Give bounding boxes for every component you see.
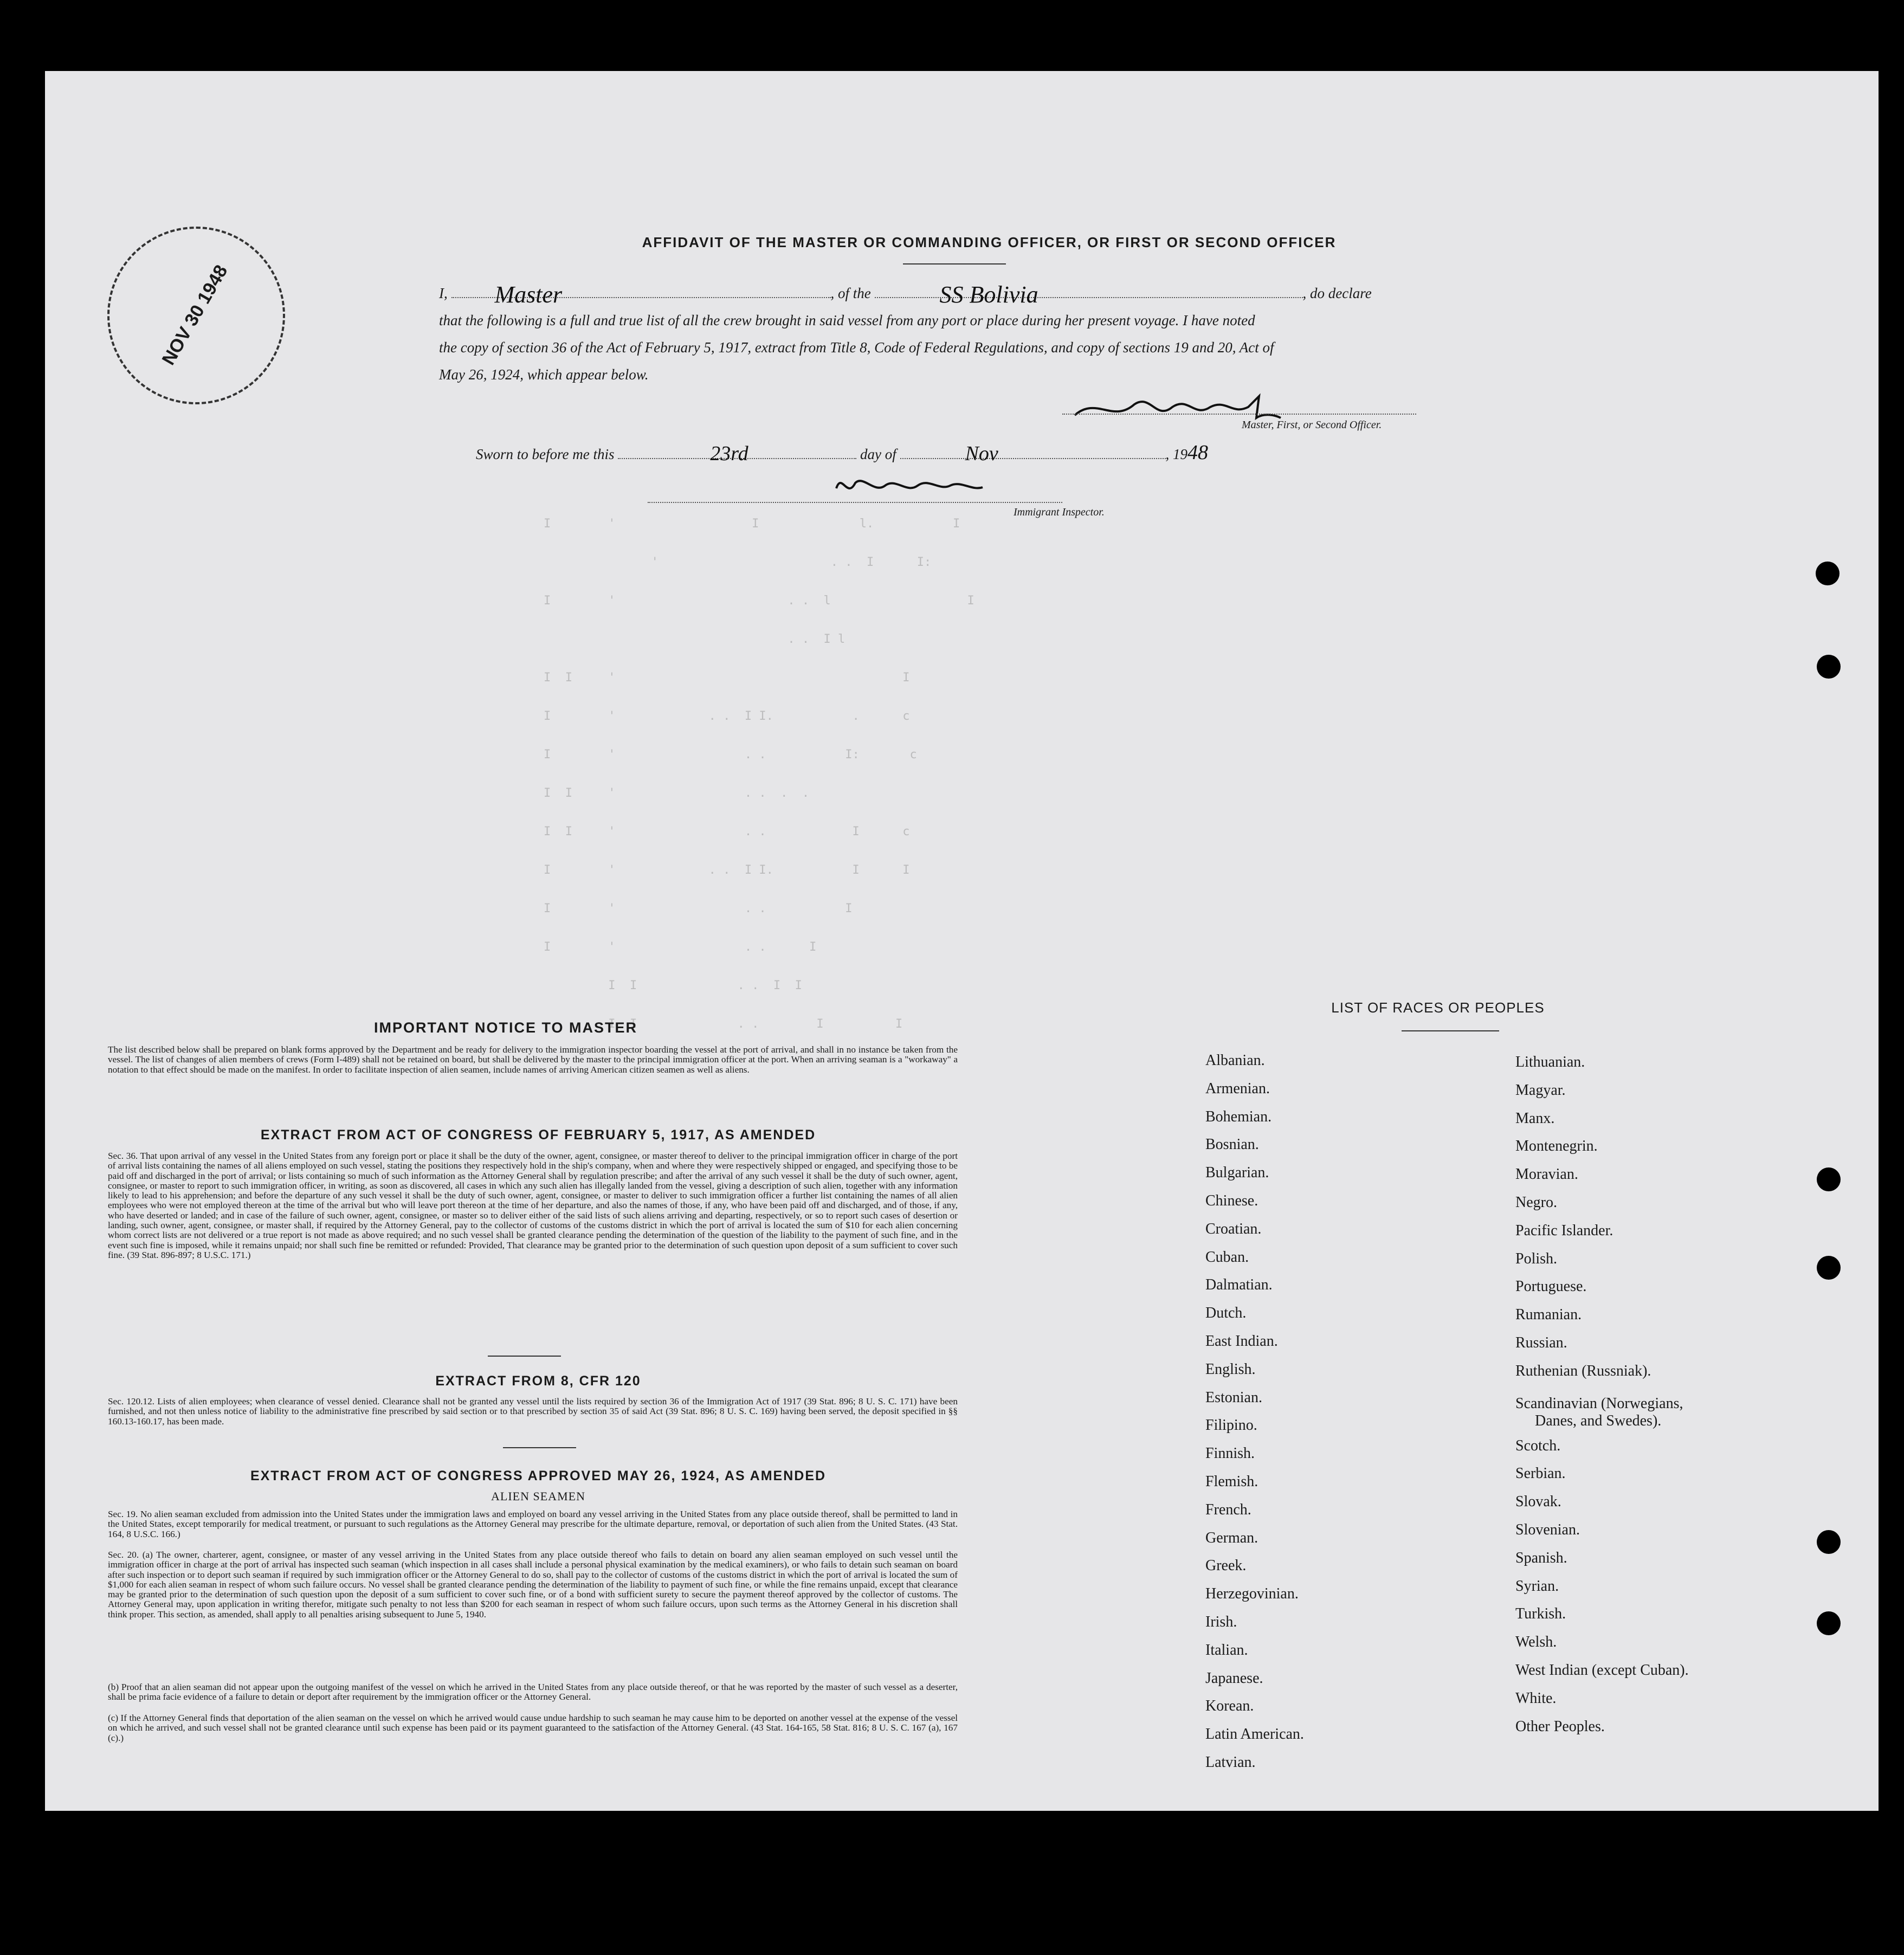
- extract-1917-body: Sec. 36. That upon arrival of any vessel in the United States from any foreign port or place it shall be the duty of the owner, agent, consignee, or master thereof to deliver to the principal immigration officer in charge of the port of arrival lists containing the names of all aliens employed on such vessel, stating the positions they respectively hold in the ship's company, when and where they were respectively shipped or engaged, and specifying those to be paid off and discharged in the port of arrival; or lists containing so much of such information as the Attorney General shall by regulation prescribe; and after the arrival of any such vessel it shall be the duty of such owner, agent, consignee, or master to report to such immigration officer, in writing, as soon as discovered, all cases in which any such alien has illegally landed from the vessel, giving a description of such alien, together with any information likely to lead to his apprehension; and before the departure of any such vessel it shall be the duty of such owner, agent, consignee, or master to deliver to such immigration officer a further list containing the names of all alien employees who were not employed thereon at the time of the arrival but who will leave port thereon at the time of her departure, and also the names of those, if any, who have been paid off and discharged, and of those, if any, who have deserted or landed; and in case of the failure of such owner, agent, consignee, or master so to deliver either of the said lists of such aliens arriving and departing, respectively, or so to report such cases of desertion or landing, such owner, agent, consignee, or master shall, if required by the Attorney General, pay to the collector of customs of the customs district in which the port of arrival is located the sum of $10 for each alien concerning whom correct lists are not delivered or a true report is not made as above required; and no such vessel shall be granted clearance pending the determination of the question of the liability to the payment of such fine, and in the event such fine is imposed, while it remains unpaid; nor shall such fine be remitted or refunded: Provided, That clearance may be granted prior to the determination of such question upon deposit of a sum sufficient to cover such fine. (39 Stat. 896-897; 8 U.S.C. 171.): [108, 1151, 958, 1260]
- inspector-caption: Immigrant Inspector.: [1014, 506, 1105, 518]
- punch-hole: [1817, 1611, 1841, 1635]
- sworn-day-field: [618, 442, 856, 465]
- race-item: Russian.: [1515, 1334, 1567, 1351]
- alien-seamen-subtitle: ALIEN SEAMEN: [491, 1489, 585, 1503]
- extract-1924-sec20b: (b) Proof that an alien seaman did not appear upon the outgoing manifest of the vessel on which he arrived in the United States from any place outside thereof, or that he was reported by the master of such vessel as a deserter, shall be prima facie evidence of a failure to detain or deport after requirement by the immigration officer or the Attorney General.: [108, 1682, 958, 1702]
- races-title: LIST OF RACES OR PEOPLES: [1331, 999, 1545, 1016]
- punch-hole: [1817, 1530, 1841, 1554]
- race-item: Scotch.: [1515, 1437, 1561, 1454]
- race-item: Bulgarian.: [1205, 1164, 1269, 1182]
- race-item: Finnish.: [1205, 1445, 1255, 1462]
- race-item: Magyar.: [1515, 1081, 1566, 1099]
- race-item: Bosnian.: [1205, 1136, 1259, 1153]
- race-item: Spanish.: [1515, 1549, 1567, 1566]
- race-item: Syrian.: [1515, 1577, 1559, 1595]
- document-page: [45, 71, 1879, 1811]
- race-item: French.: [1205, 1501, 1251, 1518]
- race-item: Filipino.: [1205, 1417, 1257, 1434]
- divider: [503, 1447, 576, 1448]
- month-handwriting: Nov: [965, 442, 998, 465]
- race-item: Danes, and Swedes).: [1535, 1412, 1662, 1429]
- race-item: Turkish.: [1515, 1605, 1566, 1623]
- declare-label: , do declare: [1302, 285, 1372, 301]
- race-item: Slovak.: [1515, 1493, 1561, 1511]
- race-item: Albanian.: [1205, 1052, 1265, 1069]
- race-item: Ruthenian (Russniak).: [1515, 1362, 1651, 1379]
- i-label: I,: [439, 285, 448, 301]
- divider: [488, 1356, 561, 1357]
- sworn-label: Sworn to before me this: [476, 446, 615, 462]
- inspector-line: [648, 502, 1062, 503]
- race-item: Latvian.: [1205, 1753, 1256, 1771]
- race-item: Manx.: [1515, 1109, 1555, 1127]
- race-item: Moravian.: [1515, 1166, 1578, 1183]
- notice-title: IMPORTANT NOTICE TO MASTER: [374, 1020, 637, 1036]
- race-item: Dutch.: [1205, 1305, 1247, 1322]
- race-item: Lithuanian.: [1515, 1054, 1585, 1070]
- race-item: Pacific Islander.: [1515, 1222, 1613, 1239]
- race-item: Rumanian.: [1515, 1306, 1582, 1324]
- race-item: West Indian (except Cuban).: [1515, 1661, 1689, 1679]
- race-item: Negro.: [1515, 1193, 1557, 1211]
- punch-hole: [1817, 1256, 1841, 1280]
- bleed-through-marks: I ' I l. I ' . . I I: I ' . . l I . . I l I I ' I I ' . . I I. . c I ' . . I: c I I ' . . . . I I ' . . I c I ' . . I I. I I I ' . . I I ' . . I I I . . I I I I . . I I: [544, 517, 974, 1031]
- extract-cfr-title: EXTRACT FROM 8, CFR 120: [435, 1373, 641, 1389]
- races-right-column: [1515, 1048, 1797, 1740]
- race-item: Portuguese.: [1515, 1278, 1587, 1295]
- sworn-line: [476, 441, 1208, 464]
- of-the-label: , of the: [830, 285, 871, 301]
- race-item: Estonian.: [1205, 1389, 1262, 1406]
- race-item: Flemish.: [1205, 1473, 1258, 1490]
- extract-cfr-body: Sec. 120.12. Lists of alien employees; when clearance of vessel denied. Clearance shall not be granted any vessel until the lists required by section 36 of the Immigration Act of 1917 (39 Stat. 896; 8 U. S. C. 171) have been furnished, and not then unless notice of liability to the administrative fine prescribed by said section or to that prescribed by section 35 of said Act (39 Stat. 896; 8 U. S. C. 169) having been served, the deposit specified in §§ 160.13-160.17, has been made.: [108, 1396, 958, 1427]
- race-item: Dalmatian.: [1205, 1276, 1273, 1294]
- year-prefix: , 19: [1165, 446, 1187, 462]
- extract-1924-sec20a: Sec. 20. (a) The owner, charterer, agent, consignee, or master of any vessel arriving in the United States from any place outside thereof who fails to detain on board any alien seaman employed on such vessel until the immigration officer in charge at the port of arrival has inspected such seaman (which inspection in all cases shall include a personal physical examination by the medical examiners), or who fails to detain such seaman on board after such inspection or to deport such seaman if required by such immigration officer or the Attorney General to do so, shall pay to the collector of customs of the customs district in which the port of arrival is located the sum of $1,000 for each alien seaman in respect of whom such failure occurs. No vessel shall be granted clearance pending the determination of the liability to payment of such fine, or while the fine remains unpaid, except that clearance may be granted prior to the determination of such question upon the deposit of a sum sufficient to cover such fine, or of a bond with sufficient surety to secure the payment thereof approved by the collector of customs. The Attorney General may, upon application in writing therefor, mitigate such penalty to not less than $200 for each seaman in respect of whom such failure occurs, upon such terms as the Attorney General in his discretion shall think proper. This section, as amended, shall apply to all penalties arising subsequent to June 5, 1940.: [108, 1550, 958, 1620]
- race-item: Slovenian.: [1515, 1521, 1580, 1538]
- affidavit-line-4: May 26, 1924, which appear below.: [439, 366, 649, 383]
- races-left-column: [1205, 1047, 1422, 1777]
- race-item: Chinese.: [1205, 1192, 1258, 1209]
- received-stamp: [107, 227, 285, 404]
- affidavit-line-1: [439, 281, 1463, 308]
- race-item: Polish.: [1515, 1250, 1558, 1267]
- inspector-signature-mark: [825, 467, 1042, 505]
- signature-caption: Master, First, or Second Officer.: [1242, 419, 1382, 431]
- year-handwriting: 48: [1187, 441, 1208, 464]
- race-item: Korean.: [1205, 1698, 1254, 1715]
- race-item: Montenegrin.: [1515, 1138, 1598, 1155]
- race-item: Armenian.: [1205, 1080, 1270, 1097]
- race-item: Welsh.: [1515, 1634, 1557, 1651]
- extract-1924-sec19: Sec. 19. No alien seaman excluded from admission into the United States under the immigration laws and employed on board any vessel arriving in the United States from any place outside thereof, shall be permitted to land in the United States, except temporarily for medical treatment, or pursuant to such regulations as the Attorney General may prescribe for the ultimate departure, removal, or deportation of such alien from the United States. (43 Stat. 164, 8 U.S.C. 166.): [108, 1509, 958, 1539]
- punch-hole: [1816, 562, 1840, 585]
- punch-hole: [1817, 655, 1841, 679]
- divider: [1402, 1030, 1499, 1031]
- race-item: White.: [1515, 1689, 1557, 1707]
- race-item: Greek.: [1205, 1557, 1247, 1575]
- notice-body: The list described below shall be prepared on blank forms approved by the Department and be ready for delivery to the immigration inspector boarding the vessel at the port of arrival, and shall in no instance be taken from the vessel. The list of changes of alien members of crews (Form I-489) shall not be retained on board, but shall be delivered by the master to the principal immigration officer at the port. When an arriving seaman is a "workaway" a notation to that effect should be made on the manifest. In order to facilitate inspection of alien seamen, include names of arriving American citizen seamen as well as aliens.: [108, 1044, 958, 1075]
- master-field: [451, 281, 831, 308]
- race-item: English.: [1205, 1360, 1256, 1378]
- race-item: Irish.: [1205, 1613, 1237, 1630]
- race-item: Other Peoples.: [1515, 1718, 1605, 1735]
- race-item: Italian.: [1205, 1641, 1248, 1659]
- race-item: Croatian.: [1205, 1220, 1262, 1237]
- punch-hole: [1817, 1167, 1841, 1191]
- race-item: Japanese.: [1205, 1669, 1263, 1687]
- vessel-field: [875, 281, 1303, 308]
- sworn-day-handwriting: 23rd: [710, 442, 748, 465]
- inspector-signature: [825, 467, 1042, 505]
- signature-line: [1062, 414, 1416, 415]
- race-item: East Indian.: [1205, 1332, 1278, 1350]
- race-item: Cuban.: [1205, 1248, 1249, 1266]
- extract-1924-title: EXTRACT FROM ACT OF CONGRESS APPROVED MAY 26, 1924, AS AMENDED: [250, 1468, 827, 1483]
- race-item: Scandinavian (Norwegians,: [1515, 1395, 1683, 1412]
- vessel-handwriting: SS Bolivia: [939, 281, 1038, 308]
- affidavit-line-2: that the following is a full and true list of all the crew brought in said vessel from any port or place during her present voyage. I have noted: [439, 312, 1255, 328]
- race-item: Herzegovinian.: [1205, 1585, 1299, 1603]
- race-item: Serbian.: [1515, 1465, 1566, 1482]
- affidavit-title: AFFIDAVIT OF THE MASTER OR COMMANDING OFFICER, OR FIRST OR SECOND OFFICER: [642, 234, 1337, 250]
- divider: [903, 263, 1006, 264]
- day-of-label: day of: [860, 446, 896, 462]
- master-handwriting: Master: [494, 281, 563, 308]
- race-item: Latin American.: [1205, 1726, 1304, 1743]
- affidavit-line-3: the copy of section 36 of the Act of February 5, 1917, extract from Title 8, Code of Federal Regulations, and copy of sections 19 and 20, Act of: [439, 339, 1274, 356]
- month-field: [900, 442, 1166, 465]
- race-item: German.: [1205, 1529, 1258, 1546]
- stamp-date: NOV 30 1948: [158, 261, 232, 369]
- extract-1917-title: EXTRACT FROM ACT OF CONGRESS OF FEBRUARY 5, 1917, AS AMENDED: [260, 1127, 816, 1143]
- extract-1924-sec20c: (c) If the Attorney General finds that deportation of the alien seaman on the vessel on which he arrived would cause undue hardship to such seaman he may cause him to be deported on another vessel at the expense of the vessel on which he arrived, and such vessel shall not be granted clearance until such expense has been paid or its payment guaranteed to the satisfaction of the Attorney General. (43 Stat. 164-165, 58 Stat. 816; 8 U. S. C. 167 (a), 167 (c).): [108, 1713, 958, 1743]
- race-item: Bohemian.: [1205, 1108, 1272, 1125]
